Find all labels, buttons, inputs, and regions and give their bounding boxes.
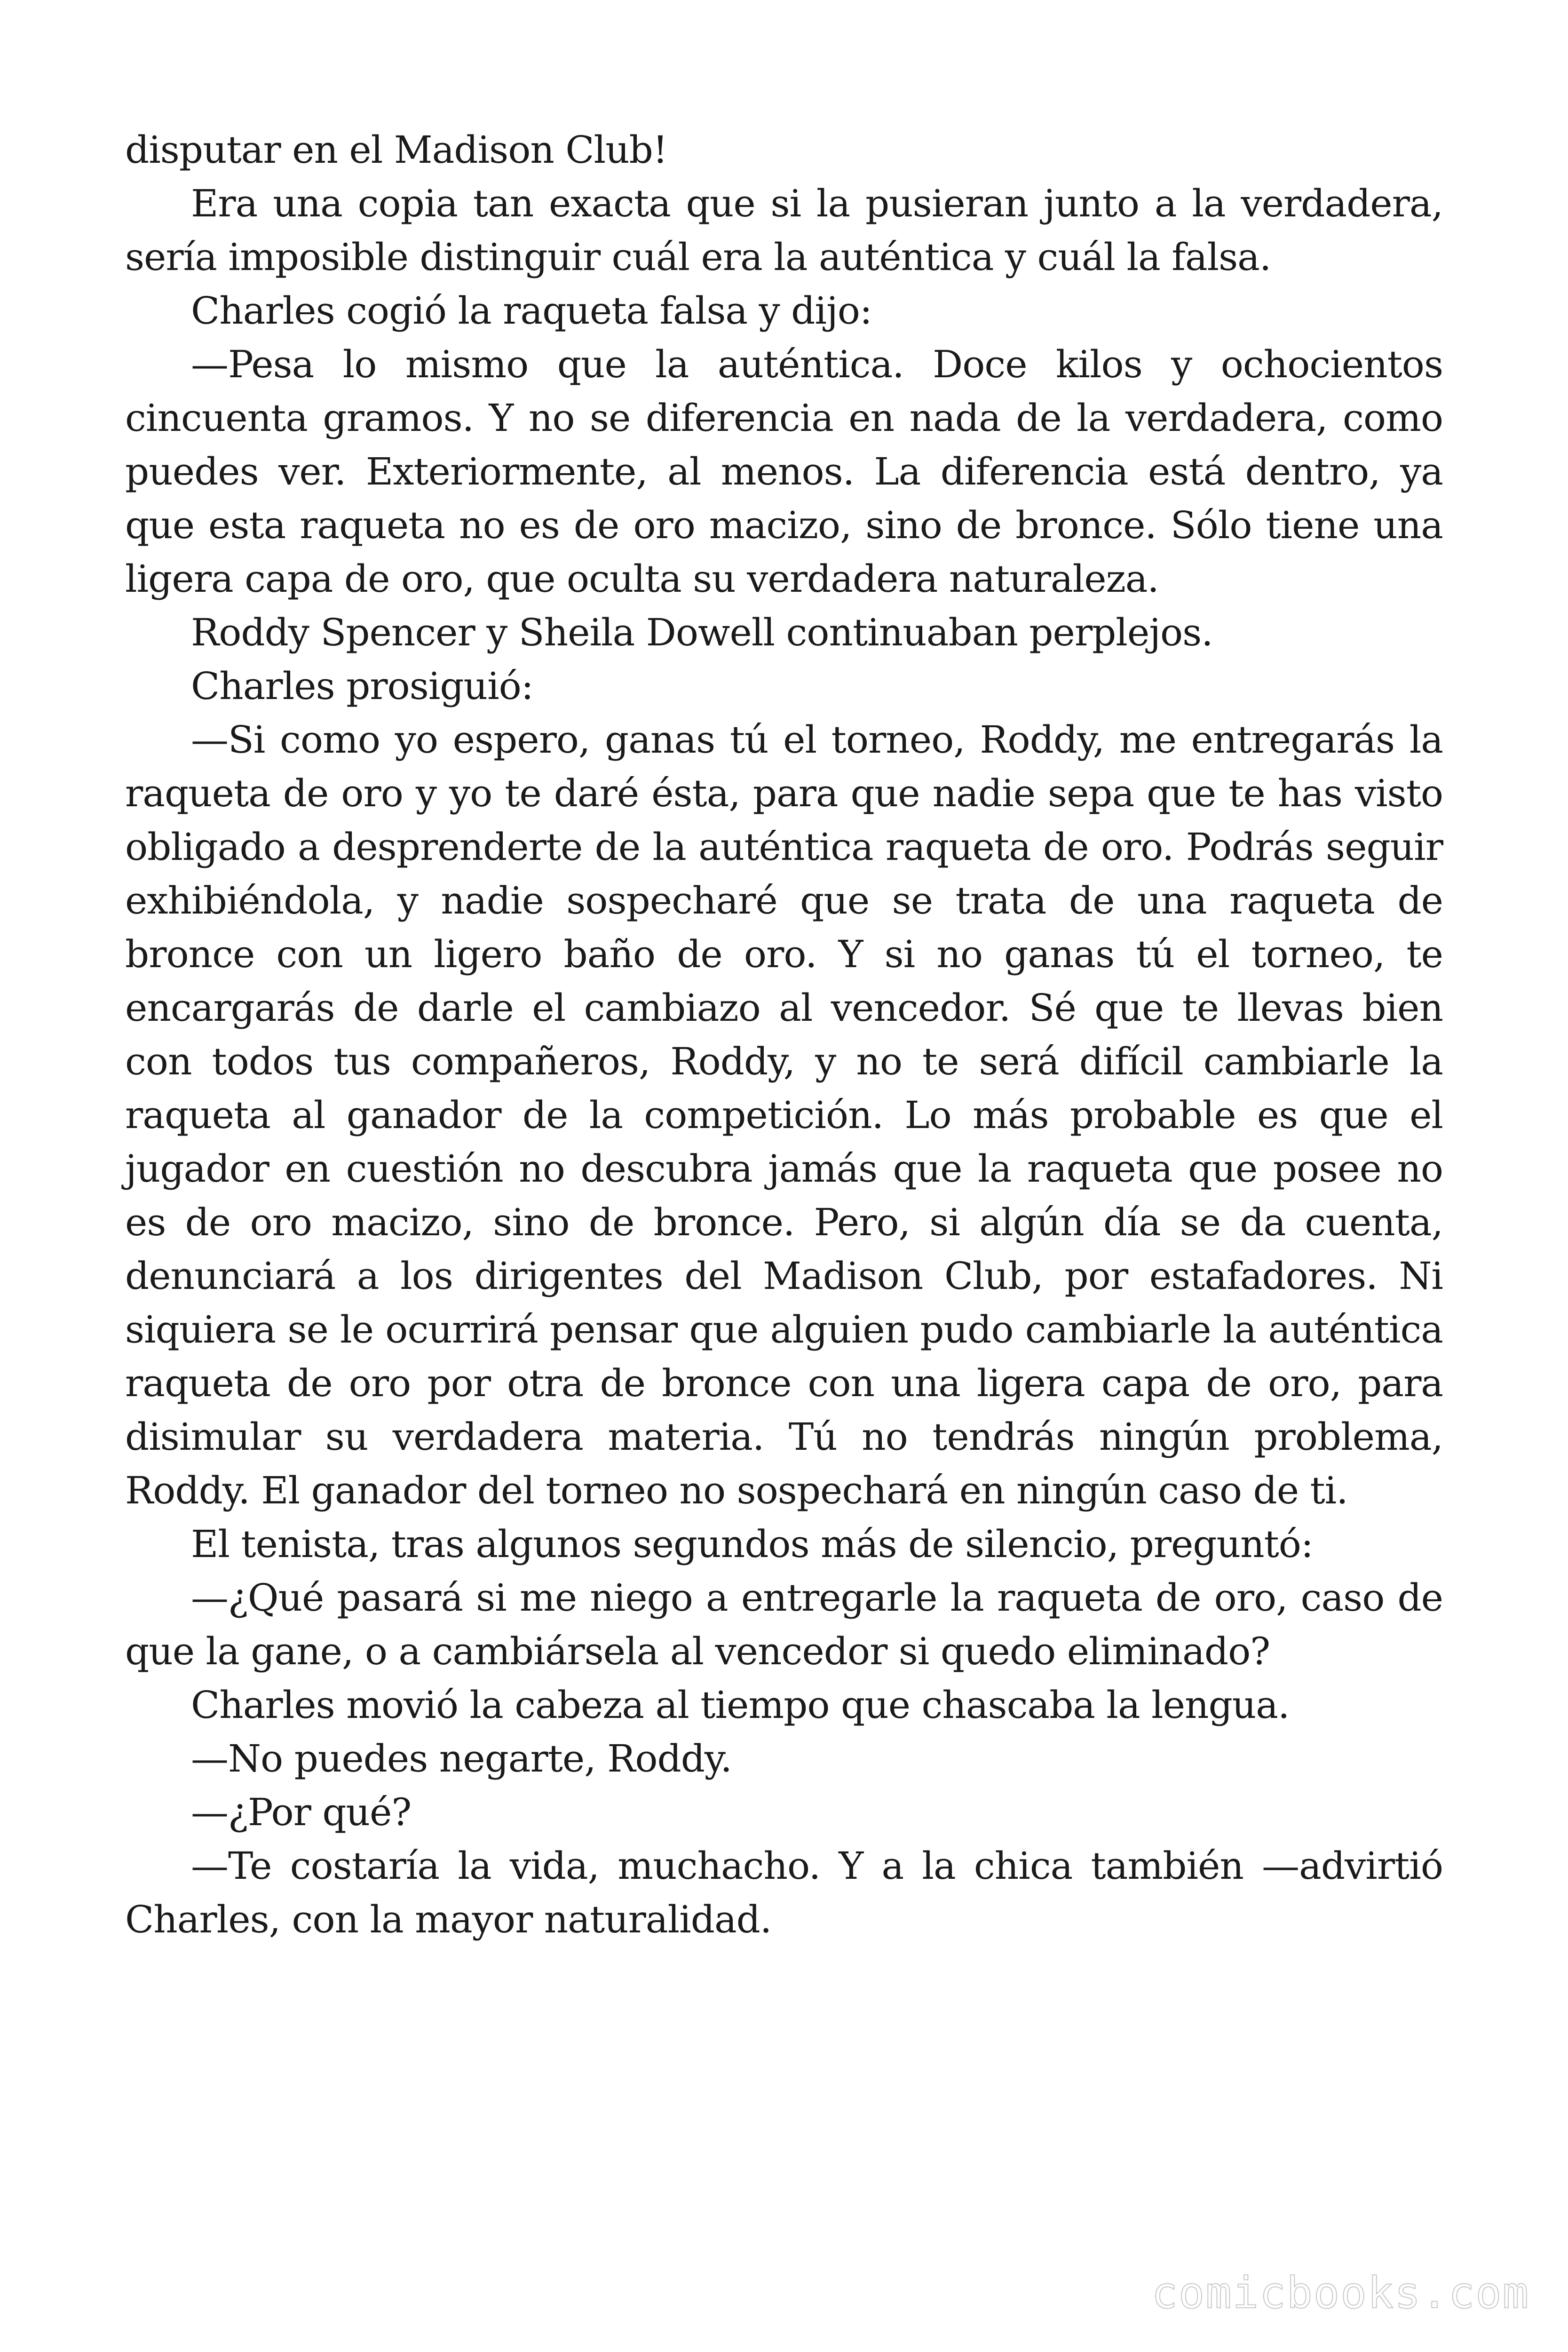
paragraph: —Si como yo espero, ganas tú el torneo, Roddy, me entregarás la raqueta de oro y yo te daré ésta, para que nadie sepa que te has visto obligado a desprenderte de la auténtica raqueta de oro. Podrás seguir exhibiéndola, y nadie sospecharé que se trata de una raqueta de bronce con un ligero baño de oro. Y si no ganas tú el torneo, te encargarás de darle el cambiazo al vencedor. Sé que te llevas bien con todos tus compañeros, Roddy, y no te será difícil cambiarle la raqueta al ganador de la competición. Lo más probable es que el jugador en cuestión no descubra jamás que la raqueta que posee no es de oro macizo, sino de bronce. Pero, si algún día se da cuenta, denunciará a los dirigentes del Madison Club, por estafadores. Ni siquiera se le ocurrirá pensar que alguien pudo cambiarle la auténtica raqueta de oro por otra de bronce con una ligera capa de oro, para disimular su verdadera materia. Tú no tendrás ningún problema, Roddy. El ganador del torneo no sospechará en ningún caso de ti. xyxy=(125,718,1443,1512)
paragraph: disputar en el Madison Club! xyxy=(125,128,668,172)
watermark: comicbooks.com xyxy=(1151,2268,1529,2318)
paragraph: —¿Por qué? xyxy=(191,1790,412,1834)
paragraph: El tenista, tras algunos segundos más de silencio, preguntó: xyxy=(191,1522,1313,1566)
paragraph: Era una copia tan exacta que si la pusieran junto a la verdadera, sería imposible distinguir cuál era la auténtica y cuál la falsa. xyxy=(125,182,1443,279)
paragraph: —Pesa lo mismo que la auténtica. Doce kilos y ochocientos cincuenta gramos. Y no se diferencia en nada de la verdadera, como puedes ver. Exteriormente, al menos. La diferencia está dentro, ya que esta raqueta no es de oro macizo, sino de bronce. Sólo tiene una ligera capa de oro, que oculta su verdadera naturaleza. xyxy=(125,342,1443,601)
paragraph: —No puedes negarte, Roddy. xyxy=(191,1737,732,1780)
page-body xyxy=(125,123,1443,1947)
paragraph: —¿Qué pasará si me niego a entregarle la raqueta de oro, caso de que la gane, o a cambiársela al vencedor si quedo eliminado? xyxy=(125,1576,1443,1673)
paragraph: Charles prosiguió: xyxy=(191,664,533,708)
paragraph: Roddy Spencer y Sheila Dowell continuaban perplejos. xyxy=(191,611,1213,654)
paragraph: Charles cogió la raqueta falsa y dijo: xyxy=(191,289,872,333)
paragraph: —Te costaría la vida, muchacho. Y a la chica también —advirtió Charles, con la mayor naturalidad. xyxy=(125,1844,1443,1941)
paragraph: Charles movió la cabeza al tiempo que chascaba la lengua. xyxy=(191,1683,1290,1727)
